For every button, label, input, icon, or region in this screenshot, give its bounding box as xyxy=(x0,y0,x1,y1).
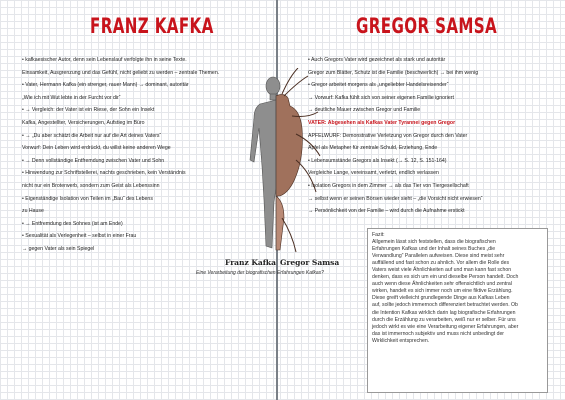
kafka-note-line: nicht nur ein Broterwerb, sondern zum Geist als Lebenssinn xyxy=(22,183,160,189)
kafka-note-line: zu Hause xyxy=(22,208,44,215)
kafka-note-line: • Sexualität als Verlegenheit – selbst in einer Frau xyxy=(22,233,137,240)
samsa-note-line: • Isolation Gregors in dem Zimmer → als das Tier von Tiergesellschaft xyxy=(308,183,469,189)
fazit-line: denken, dass es sich um ein und dieselbe Person handelt. Doch xyxy=(372,274,519,281)
fazit-line: auf, sollte jedoch immernoch differenziert betrachtet werden. Ob xyxy=(372,302,518,309)
fazit-line: auch wenn diese Ähnlichkeiten sehr offensichtlich und zentral xyxy=(372,281,512,288)
kafka-note-line: „Wie ich mit Wut lebte in der Furcht vor dir“ xyxy=(22,94,121,101)
kafka-note-line: • Eigenständige Isolation von Teilen im „Bau“ des Lebens xyxy=(22,195,153,202)
fazit-line: die Intention Kafkas wirklich darin lag biografische Erfahrungen xyxy=(372,309,516,316)
fazit-line: Erfahrungen Kafkas und der Inhalt seines Buches „die xyxy=(372,246,496,253)
samsa-note-line: VATER: Abgesehen als Kafkas Vater Tyrannei gegen Gregor xyxy=(308,120,456,126)
fazit-text xyxy=(372,232,544,345)
samsa-note-line: Apfel als Metapher für zentrale Schuld, Erziehung, Ende xyxy=(308,145,438,152)
kafka-note-line: Vorwurf: Dein Leben wird erdrückt, du willst keine anderen Wege xyxy=(22,145,171,152)
kafka-note-line: • → Entfremdung des Sohnes (ist am Ende) xyxy=(22,220,123,227)
caption-gregor-samsa: Gregor Samsa xyxy=(280,258,340,267)
fazit-line: auffällend und fast schon zu ahnlich. Vor allem die Rolle des xyxy=(372,260,510,267)
fazit-line: Vaters weist viele Ähnlichkeiten auf und man kann fast schon xyxy=(372,267,512,274)
fazit-heading: Fazit: xyxy=(372,232,385,238)
caption-franz-kafka: Franz Kafka xyxy=(225,258,276,267)
title-franz-kafka: FRANZ KAFKA xyxy=(90,14,214,38)
samsa-note-line: → Persönlichkeit von der Familie – wird durch die Aufnahme erstickt xyxy=(308,208,465,215)
kafka-note-line: • → Denn vollständige Entfremdung zwischen Vater und Sohn xyxy=(22,157,165,164)
kafka-note-line: • Hinwendung zur Schriftstellerei, nachts geschrieben, kein Verständnis xyxy=(22,170,186,177)
fazit-line: jedoch wirkt es wie eine Verarbeitung eigener Erfahrungen, aber xyxy=(372,323,519,330)
fazit-line: wirken, handelt es sich immer noch um eine fiktive Erzählung. xyxy=(372,288,513,295)
fazit-line: Allgemein lässt sich feststellen, dass die biografischen xyxy=(372,239,496,246)
samsa-note-line: • Gregor arbeitet morgens als „ungeliebter Handelsreisender“ xyxy=(308,82,449,89)
samsa-note-line: • Lebensumstände Gregors als Insekt (→ S. 12, S. 151-164) xyxy=(308,157,447,164)
fazit-line: Verwandlung“ Parallelen aufweisen. Diese sind meist sehr xyxy=(372,253,505,260)
kafka-note-line: → gegen Vater als sein Spiegel xyxy=(22,246,95,252)
fazit-line: Wirklichkeit entsprechen. xyxy=(372,337,430,344)
kafka-note-line: Kafka, Angestellter, Versicherungen, Aufstieg im Büro xyxy=(22,120,145,126)
title-gregor-samsa: GREGOR SAMSA xyxy=(356,14,498,38)
fazit-line: Diese greift vielleicht grundlegende Dinge aus Kafkas Leben xyxy=(372,295,510,302)
kafka-note-line: • kafkaesischer Autor, denn sein Lebenslauf verfolgte ihn in seine Texte. xyxy=(22,57,187,63)
samsa-note-line: → selbst wenn er seinen Börsen wieder sieht – „die Vorsicht nicht erwiesen“ xyxy=(308,195,483,202)
fazit-line: durch die Erzählung zu verarbeiten, weiß nur er selber. Für uns xyxy=(372,316,516,323)
kafka-note-line: • → Vergleich: der Vater ist ein Riese, der Sohn ein Insekt xyxy=(22,107,155,114)
samsa-note-line: APFELWURF: Demonstrative Verletzung von Gregor durch den Vater xyxy=(308,132,468,139)
fazit-line: das ist immernoch subjektiv und muss nicht unbedingt der xyxy=(372,330,505,337)
samsa-note-line: Gregor zum Blätter, Schutz ist die Familie (beschwerlich) → bei ihm wenig xyxy=(308,69,479,76)
samsa-note-line: Vergleiche Lange, vereinsamt, verletzt, endlich verlassen xyxy=(308,170,439,177)
kafka-note-line: Einsamkeit, Ausgrenzung und das Gefühl, nicht geliebt zu werden – zentrale Themen. xyxy=(22,69,220,76)
kafka-note-line: • → „Du aber schätzt die Arbeit nur auf die Art deines Vaters“ xyxy=(22,132,162,139)
human-insect-figure-icon xyxy=(226,68,326,260)
kafka-note-line: • Vater, Hermann Kafka (ein strenger, rauer Mann) → dominant, autoritär xyxy=(22,82,189,89)
samsa-note-line: → Vorwurf: Kafka fühlt sich von seiner eigenen Familie ignoriert xyxy=(308,94,454,101)
fazit-box xyxy=(367,228,548,393)
samsa-note-line: • Auch Gregors Vater wird gezeichnet als stark und autoritär xyxy=(308,57,446,63)
subcaption-question: Eine Verarbeitung der biografischen Erfahrungen Kafkas? xyxy=(196,270,324,276)
samsa-note-line: → deutliche Mauer zwischen Gregor und Familie xyxy=(308,107,421,114)
